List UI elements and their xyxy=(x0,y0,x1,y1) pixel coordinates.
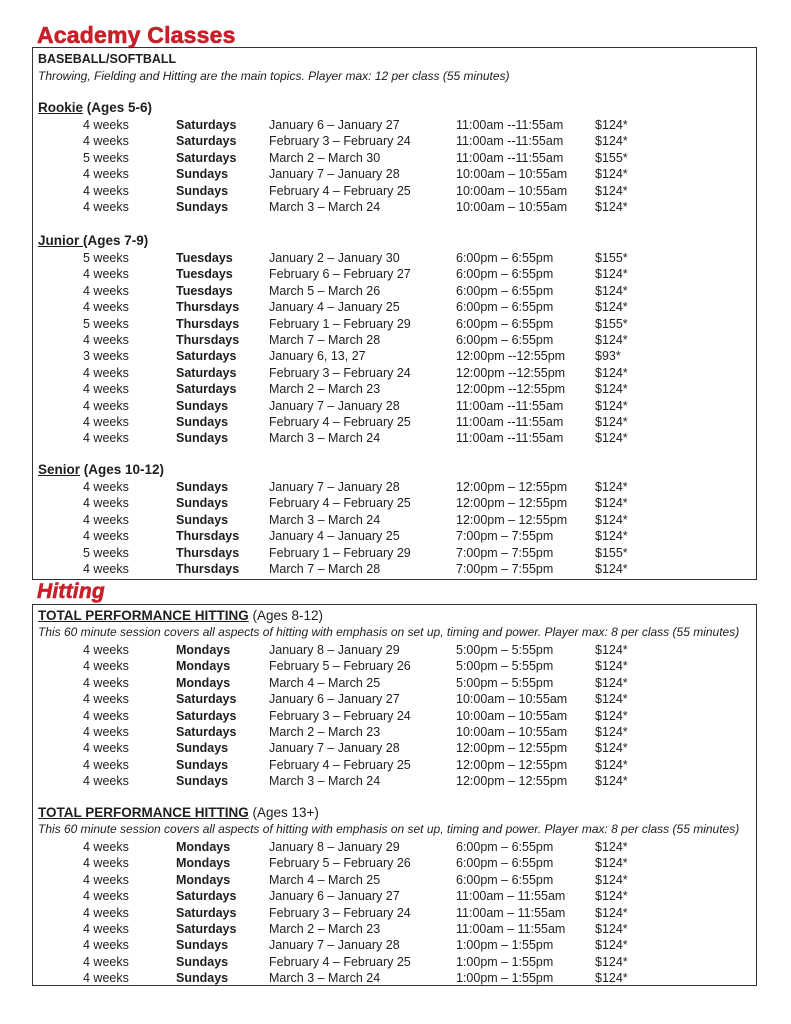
date-range: March 3 – March 24 xyxy=(269,512,381,527)
schedule-row xyxy=(33,496,753,512)
schedule-row xyxy=(33,382,753,398)
day-of-week: Sundays xyxy=(176,954,229,969)
group-heading xyxy=(38,462,164,477)
duration: 4 weeks xyxy=(83,725,129,739)
price: $155* xyxy=(595,545,628,560)
schedule-row xyxy=(33,725,753,741)
day-of-week: Saturdays xyxy=(176,725,237,739)
group-name: Senior xyxy=(38,462,81,477)
price: $124* xyxy=(595,905,628,920)
time-slot: 7:00pm – 7:55pm xyxy=(456,529,554,544)
day-of-week: Mondays xyxy=(176,840,231,854)
duration: 4 weeks xyxy=(83,431,129,446)
price: $124* xyxy=(595,725,628,739)
date-range: February 1 – February 29 xyxy=(269,545,411,560)
duration: 4 weeks xyxy=(83,708,129,723)
date-range: January 7 – January 28 xyxy=(269,480,400,494)
duration: 4 weeks xyxy=(83,134,129,149)
time-slot: 11:00am --11:55am xyxy=(456,150,564,165)
duration: 4 weeks xyxy=(83,562,129,576)
schedule-row xyxy=(33,267,753,283)
date-range: January 8 – January 29 xyxy=(269,840,400,854)
date-range: January 6 – January 27 xyxy=(269,889,400,904)
duration: 4 weeks xyxy=(83,365,129,380)
time-slot: 12:00pm – 12:55pm xyxy=(456,741,568,756)
time-slot: 5:00pm – 5:55pm xyxy=(456,675,554,690)
duration: 4 weeks xyxy=(83,971,129,986)
day-of-week: Saturdays xyxy=(176,382,237,397)
day-of-week: Sundays xyxy=(176,200,229,214)
day-of-week: Mondays xyxy=(176,856,231,871)
price: $124* xyxy=(595,856,628,871)
day-of-week: Thursdays xyxy=(176,529,240,544)
price: $124* xyxy=(595,415,628,429)
price: $124* xyxy=(595,872,628,887)
schedule-row xyxy=(33,659,753,675)
duration: 4 weeks xyxy=(83,496,129,511)
duration: 4 weeks xyxy=(83,675,129,690)
date-range: March 5 – March 26 xyxy=(269,283,381,298)
group-ages: (Ages 13+) xyxy=(248,805,319,820)
price: $124* xyxy=(595,741,628,756)
schedule-row xyxy=(33,151,753,167)
price: $124* xyxy=(595,971,628,986)
price: $124* xyxy=(595,529,628,544)
day-of-week: Sundays xyxy=(176,938,229,953)
schedule-row xyxy=(33,134,753,150)
date-range: January 7 – January 28 xyxy=(269,398,400,413)
duration: 4 weeks xyxy=(83,529,129,544)
day-of-week: Sundays xyxy=(176,480,229,494)
date-range: March 4 – March 25 xyxy=(269,872,381,887)
price: $124* xyxy=(595,134,628,149)
price: $124* xyxy=(595,382,628,397)
schedule-row xyxy=(33,480,753,496)
price: $124* xyxy=(595,938,628,953)
group-heading xyxy=(38,805,319,820)
time-slot: 11:00am --11:55am xyxy=(456,415,564,429)
group-ages: (Ages 8-12) xyxy=(248,608,324,623)
schedule-row xyxy=(33,955,753,971)
duration: 4 weeks xyxy=(83,954,129,969)
schedule-row xyxy=(33,300,753,316)
price: $93* xyxy=(595,349,621,364)
price: $124* xyxy=(595,267,628,282)
date-range: March 3 – March 24 xyxy=(269,774,381,789)
group-heading xyxy=(38,233,148,248)
date-range: March 4 – March 25 xyxy=(269,675,381,690)
price: $124* xyxy=(595,840,628,854)
price: $155* xyxy=(595,251,628,265)
price: $124* xyxy=(595,889,628,904)
time-slot: 12:00pm – 12:55pm xyxy=(456,774,568,789)
duration: 4 weeks xyxy=(83,856,129,871)
day-of-week: Sundays xyxy=(176,774,229,789)
group-name: Rookie xyxy=(38,100,84,115)
group-name: Junior xyxy=(38,233,84,248)
date-range: January 6 – January 27 xyxy=(269,118,400,132)
day-of-week: Sundays xyxy=(176,496,229,511)
day-of-week: Mondays xyxy=(176,643,231,657)
price: $124* xyxy=(595,283,628,298)
time-slot: 11:00am – 11:55am xyxy=(456,922,566,936)
duration: 4 weeks xyxy=(83,692,129,707)
duration: 4 weeks xyxy=(83,267,129,282)
day-of-week: Tuesdays xyxy=(176,283,233,298)
schedule-row xyxy=(33,415,753,431)
date-range: January 7 – January 28 xyxy=(269,741,400,756)
duration: 4 weeks xyxy=(83,398,129,413)
time-slot: 10:00am – 10:55am xyxy=(456,183,568,198)
schedule-row xyxy=(33,317,753,333)
day-of-week: Sundays xyxy=(176,415,229,429)
date-range: January 2 – January 30 xyxy=(269,251,400,265)
day-of-week: Saturdays xyxy=(176,922,237,936)
duration: 4 weeks xyxy=(83,183,129,198)
hitting-box xyxy=(32,604,757,986)
schedule-row xyxy=(33,562,753,578)
day-of-week: Sundays xyxy=(176,741,229,756)
date-range: March 2 – March 23 xyxy=(269,922,381,936)
duration: 5 weeks xyxy=(83,545,129,560)
duration: 4 weeks xyxy=(83,512,129,527)
duration: 4 weeks xyxy=(83,200,129,214)
time-slot: 12:00pm --12:55pm xyxy=(456,349,566,364)
price: $124* xyxy=(595,692,628,707)
schedule-row xyxy=(33,873,753,889)
category-description: Throwing, Fielding and Hitting are the main topics. Player max: 12 per class (55 minutes) xyxy=(38,69,510,83)
time-slot: 1:00pm – 1:55pm xyxy=(456,938,554,953)
duration: 4 weeks xyxy=(83,382,129,397)
day-of-week: Mondays xyxy=(176,675,231,690)
time-slot: 11:00am --11:55am xyxy=(456,398,564,413)
day-of-week: Saturdays xyxy=(176,365,237,380)
time-slot: 7:00pm – 7:55pm xyxy=(456,545,554,560)
schedule-row xyxy=(33,251,753,267)
time-slot: 6:00pm – 6:55pm xyxy=(456,840,554,854)
price: $124* xyxy=(595,365,628,380)
date-range: February 4 – February 25 xyxy=(269,415,411,429)
academy-classes-title: Academy Classes xyxy=(37,22,236,48)
date-range: February 3 – February 24 xyxy=(269,905,411,920)
price: $124* xyxy=(595,496,628,511)
date-range: March 3 – March 24 xyxy=(269,431,381,446)
time-slot: 6:00pm – 6:55pm xyxy=(456,267,554,282)
group-description: This 60 minute session covers all aspects of hitting with emphasis on set up, timing and power. Player max: 8 per class (55 minutes) xyxy=(38,822,740,836)
duration: 5 weeks xyxy=(83,251,129,265)
schedule-row xyxy=(33,513,753,529)
time-slot: 6:00pm – 6:55pm xyxy=(456,333,554,347)
date-range: January 7 – January 28 xyxy=(269,167,400,182)
hitting-title: Hitting xyxy=(37,580,105,603)
date-range: March 2 – March 23 xyxy=(269,725,381,739)
day-of-week: Mondays xyxy=(176,659,231,674)
price: $124* xyxy=(595,118,628,132)
day-of-week: Thursdays xyxy=(176,545,240,560)
price: $124* xyxy=(595,200,628,214)
price: $124* xyxy=(595,398,628,413)
day-of-week: Sundays xyxy=(176,183,229,198)
price: $124* xyxy=(595,643,628,657)
date-range: February 4 – February 25 xyxy=(269,183,411,198)
day-of-week: Thursdays xyxy=(176,562,240,576)
date-range: March 2 – March 30 xyxy=(269,150,381,165)
time-slot: 1:00pm – 1:55pm xyxy=(456,971,554,986)
duration: 4 weeks xyxy=(83,167,129,182)
time-slot: 5:00pm – 5:55pm xyxy=(456,659,554,674)
price: $155* xyxy=(595,316,628,331)
time-slot: 6:00pm – 6:55pm xyxy=(456,856,554,871)
day-of-week: Saturdays xyxy=(176,118,237,132)
schedule-row xyxy=(33,922,753,938)
schedule-row xyxy=(33,856,753,872)
time-slot: 12:00pm – 12:55pm xyxy=(456,480,568,494)
day-of-week: Sundays xyxy=(176,398,229,413)
date-range: March 3 – March 24 xyxy=(269,200,381,214)
time-slot: 7:00pm – 7:55pm xyxy=(456,562,554,576)
time-slot: 6:00pm – 6:55pm xyxy=(456,251,554,265)
academy-classes-box xyxy=(32,47,757,580)
price: $124* xyxy=(595,300,628,315)
price: $124* xyxy=(595,562,628,576)
price: $124* xyxy=(595,757,628,772)
schedule-row xyxy=(33,167,753,183)
date-range: February 1 – February 29 xyxy=(269,316,411,331)
duration: 5 weeks xyxy=(83,150,129,165)
schedule-row xyxy=(33,643,753,659)
price: $124* xyxy=(595,333,628,347)
duration: 5 weeks xyxy=(83,316,129,331)
day-of-week: Saturdays xyxy=(176,692,237,707)
price: $124* xyxy=(595,675,628,690)
time-slot: 10:00am – 10:55am xyxy=(456,167,568,182)
duration: 4 weeks xyxy=(83,905,129,920)
duration: 4 weeks xyxy=(83,480,129,494)
group-ages: (Ages 5-6) xyxy=(83,100,153,115)
time-slot: 12:00pm --12:55pm xyxy=(456,382,566,397)
duration: 4 weeks xyxy=(83,643,129,657)
time-slot: 11:00am – 11:55am xyxy=(456,905,566,920)
time-slot: 12:00pm --12:55pm xyxy=(456,365,566,380)
schedule-row xyxy=(33,774,753,790)
day-of-week: Saturdays xyxy=(176,349,237,364)
date-range: March 7 – March 28 xyxy=(269,562,381,576)
day-of-week: Sundays xyxy=(176,757,229,772)
time-slot: 6:00pm – 6:55pm xyxy=(456,872,554,887)
duration: 4 weeks xyxy=(83,415,129,429)
schedule-row xyxy=(33,889,753,905)
schedule-row xyxy=(33,676,753,692)
price: $124* xyxy=(595,480,628,494)
price: $155* xyxy=(595,150,628,165)
day-of-week: Sundays xyxy=(176,512,229,527)
date-range: January 6, 13, 27 xyxy=(269,349,366,364)
schedule-row xyxy=(33,692,753,708)
date-range: February 4 – February 25 xyxy=(269,757,411,772)
duration: 4 weeks xyxy=(83,659,129,674)
date-range: March 2 – March 23 xyxy=(269,382,381,397)
date-range: January 7 – January 28 xyxy=(269,938,400,953)
time-slot: 10:00am – 10:55am xyxy=(456,692,568,707)
schedule-row xyxy=(33,709,753,725)
time-slot: 11:00am – 11:55am xyxy=(456,889,566,904)
time-slot: 10:00am – 10:55am xyxy=(456,708,568,723)
day-of-week: Thursdays xyxy=(176,300,240,315)
group-ages: (Ages 10-12) xyxy=(80,462,165,477)
date-range: January 4 – January 25 xyxy=(269,529,400,544)
date-range: January 8 – January 29 xyxy=(269,643,400,657)
price: $124* xyxy=(595,431,628,446)
duration: 4 weeks xyxy=(83,741,129,756)
day-of-week: Tuesdays xyxy=(176,267,233,282)
group-description: This 60 minute session covers all aspects of hitting with emphasis on set up, timing and power. Player max: 8 per class (55 minutes) xyxy=(38,625,740,639)
price: $124* xyxy=(595,922,628,936)
time-slot: 12:00pm – 12:55pm xyxy=(456,757,568,772)
day-of-week: Mondays xyxy=(176,872,231,887)
day-of-week: Tuesdays xyxy=(176,251,233,265)
time-slot: 11:00am --11:55am xyxy=(456,134,564,149)
schedule-row xyxy=(33,118,753,134)
schedule-row xyxy=(33,938,753,954)
price: $124* xyxy=(595,659,628,674)
schedule-row xyxy=(33,284,753,300)
price: $124* xyxy=(595,954,628,969)
day-of-week: Thursdays xyxy=(176,316,240,331)
date-range: February 4 – February 25 xyxy=(269,954,411,969)
time-slot: 11:00am --11:55am xyxy=(456,118,564,132)
duration: 4 weeks xyxy=(83,333,129,347)
schedule-row xyxy=(33,906,753,922)
time-slot: 6:00pm – 6:55pm xyxy=(456,283,554,298)
day-of-week: Saturdays xyxy=(176,150,237,165)
duration: 4 weeks xyxy=(83,938,129,953)
schedule-row xyxy=(33,546,753,562)
time-slot: 12:00pm – 12:55pm xyxy=(456,512,568,527)
schedule-row xyxy=(33,741,753,757)
schedule-row xyxy=(33,431,753,447)
date-range: February 5 – February 26 xyxy=(269,856,411,871)
time-slot: 10:00am – 10:55am xyxy=(456,200,568,214)
duration: 4 weeks xyxy=(83,118,129,132)
duration: 3 weeks xyxy=(83,349,129,364)
date-range: February 4 – February 25 xyxy=(269,496,411,511)
price: $124* xyxy=(595,183,628,198)
time-slot: 12:00pm – 12:55pm xyxy=(456,496,568,511)
duration: 4 weeks xyxy=(83,300,129,315)
group-heading xyxy=(38,608,323,623)
day-of-week: Saturdays xyxy=(176,889,237,904)
date-range: February 3 – February 24 xyxy=(269,134,411,149)
schedule-row xyxy=(33,200,753,216)
duration: 4 weeks xyxy=(83,283,129,298)
date-range: February 3 – February 24 xyxy=(269,365,411,380)
group-name: TOTAL PERFORMANCE HITTING xyxy=(38,805,249,820)
time-slot: 10:00am – 10:55am xyxy=(456,725,568,739)
day-of-week: Thursdays xyxy=(176,333,240,347)
time-slot: 1:00pm – 1:55pm xyxy=(456,954,554,969)
category-label: BASEBALL/SOFTBALL xyxy=(38,52,177,66)
schedule-row xyxy=(33,529,753,545)
day-of-week: Saturdays xyxy=(176,134,237,149)
price: $124* xyxy=(595,708,628,723)
date-range: February 5 – February 26 xyxy=(269,659,411,674)
time-slot: 11:00am --11:55am xyxy=(456,431,564,446)
date-range: March 3 – March 24 xyxy=(269,971,381,986)
schedule-row xyxy=(33,758,753,774)
duration: 4 weeks xyxy=(83,922,129,936)
schedule-row xyxy=(33,971,753,987)
day-of-week: Saturdays xyxy=(176,905,237,920)
duration: 4 weeks xyxy=(83,872,129,887)
price: $124* xyxy=(595,774,628,789)
schedule-row xyxy=(33,366,753,382)
day-of-week: Sundays xyxy=(176,971,229,986)
day-of-week: Sundays xyxy=(176,167,229,182)
schedule-row xyxy=(33,840,753,856)
duration: 4 weeks xyxy=(83,774,129,789)
day-of-week: Saturdays xyxy=(176,708,237,723)
date-range: January 6 – January 27 xyxy=(269,692,400,707)
group-ages: (Ages 7-9) xyxy=(83,233,149,248)
schedule-row xyxy=(33,333,753,349)
time-slot: 5:00pm – 5:55pm xyxy=(456,643,554,657)
price: $124* xyxy=(595,512,628,527)
time-slot: 6:00pm – 6:55pm xyxy=(456,300,554,315)
duration: 4 weeks xyxy=(83,889,129,904)
duration: 4 weeks xyxy=(83,840,129,854)
schedule-row xyxy=(33,184,753,200)
duration: 4 weeks xyxy=(83,757,129,772)
schedule-row xyxy=(33,349,753,365)
date-range: January 4 – January 25 xyxy=(269,300,400,315)
day-of-week: Sundays xyxy=(176,431,229,446)
group-heading xyxy=(38,100,152,115)
date-range: February 6 – February 27 xyxy=(269,267,411,282)
schedule-row xyxy=(33,399,753,415)
date-range: February 3 – February 24 xyxy=(269,708,411,723)
date-range: March 7 – March 28 xyxy=(269,333,381,347)
time-slot: 6:00pm – 6:55pm xyxy=(456,316,554,331)
group-name: TOTAL PERFORMANCE HITTING xyxy=(38,608,249,623)
price: $124* xyxy=(595,167,628,182)
